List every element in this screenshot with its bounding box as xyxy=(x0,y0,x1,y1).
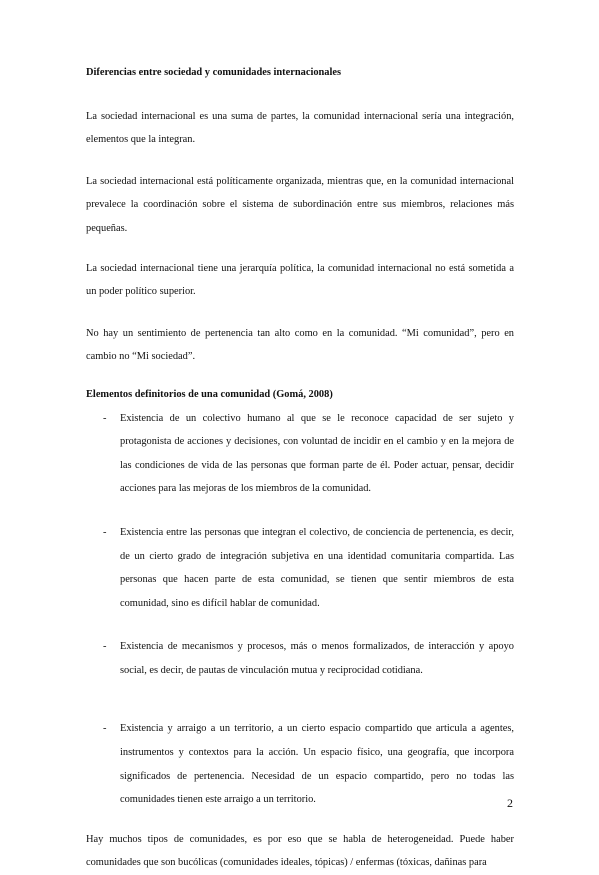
list-item-text: Existencia de mecanismos y procesos, más o menos formalizados, de interacción y apoyo social, es decir, de pautas de vinculación mutua y reciprocidad cotidiana. xyxy=(120,641,514,676)
list-dash: - xyxy=(103,412,107,424)
paragraph-belonging: No hay un sentimiento de pertenencia tan alto como en la comunidad. “Mi comunidad”, pero en cambio no “Mi sociedad”. xyxy=(86,327,514,363)
list-dash: - xyxy=(103,641,107,653)
list-item-text: Existencia y arraigo a un territorio, a un cierto espacio compartido que articula a agentes, instrumentos y contextos para la acción. Un espacio físico, una geografía, que incorpora significados de pertenencia. Necesidad de un espacio compartido, pero no todas las comunidades tienen este arraigo a un territorio. xyxy=(120,723,514,806)
list-item xyxy=(86,407,514,501)
list-item xyxy=(86,635,514,682)
list-dash: - xyxy=(103,723,107,735)
paragraph-political-organization: La sociedad internacional está políticamente organizada, mientras que, en la comunidad internacional prevalece la coordinación sobre el sistema de subordinación entre sus miembros, relaciones más pequeñas. xyxy=(86,175,514,234)
list-item xyxy=(86,717,514,811)
heading-defining-elements: Elementos definitorios de una comunidad (Gomá, 2008) xyxy=(86,388,333,400)
paragraph-political-hierarchy: La sociedad internacional tiene una jerarquía política, la comunidad internacional no está sometida a un poder político superior. xyxy=(86,262,514,298)
list-item xyxy=(86,521,514,615)
heading-differences: Diferencias entre sociedad y comunidades internacionales xyxy=(86,67,342,78)
paragraph-heterogeneity: Hay muchos tipos de comunidades, es por eso que se habla de heterogeneidad. Puede haber comunidades que son bucólicas (comunidades ideales, tópicas) / enfermas (tóxicas, dañinas para xyxy=(86,833,514,869)
elements-list xyxy=(86,407,514,812)
list-dash: - xyxy=(103,526,107,538)
page-number: 2 xyxy=(507,796,513,810)
list-item-text: Existencia de un colectivo humano al que se le reconoce capacidad de ser sujeto y protagonista de acciones y decisiones, con voluntad de incidir en el cambio y en la mejora de las condiciones de vida de las personas que forman parte de él. Poder actuar, pensar, decidir acciones para las mejoras de los miembros de la comunidad. xyxy=(120,412,514,495)
page-body xyxy=(86,61,514,875)
list-item-text: Existencia entre las personas que integran el colectivo, de conciencia de pertenencia, es decir, de un cierto grado de integración subjetiva en una identidad comunitaria compartida. Las personas que hacen parte de esta comunidad, se tienen que sentir miembros de esta comunidad, sino es difícil hablar de comunidad. xyxy=(120,526,514,609)
paragraph-sum-of-parts: La sociedad internacional es una suma de partes, la comunidad internacional sería una integración, elementos que la integran. xyxy=(86,110,514,146)
